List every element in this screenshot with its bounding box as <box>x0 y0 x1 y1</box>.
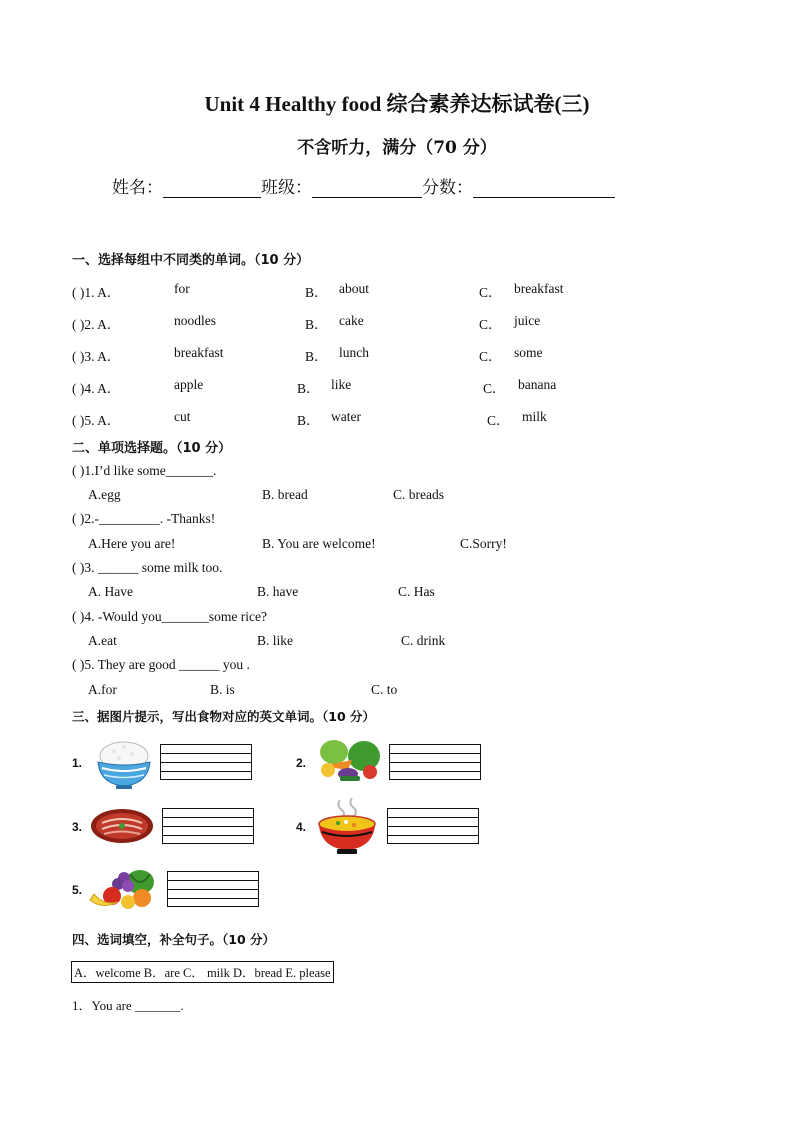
part2-option-a: A.egg <box>88 487 121 502</box>
part1-option-b: like <box>331 377 352 392</box>
part2-option-b: B. like <box>257 633 293 648</box>
part2-option-c: C. drink <box>401 633 446 648</box>
part1-option-a: cut <box>174 409 191 424</box>
part2-heading: 二、单项选择题。（10 分） <box>72 441 232 456</box>
score-label: 分数： <box>422 178 473 198</box>
part1-item-num: ( )5. A． <box>72 413 121 428</box>
part2-option-b: B. bread <box>262 487 308 502</box>
part1-option-c: juice <box>514 313 541 328</box>
part1-option-c-label: C． <box>483 381 506 396</box>
part2-option-a: A.for <box>88 682 117 697</box>
answer-lines[interactable] <box>162 808 254 844</box>
picture-number: 2. <box>296 756 307 770</box>
part1-option-a: for <box>174 281 190 296</box>
part1-option-c-label: C． <box>479 285 502 300</box>
part2-option-b: B. You are welcome! <box>262 536 376 551</box>
page-title: Unit 4 Healthy food 综合素养达标试卷(三) <box>204 92 590 116</box>
part1-option-c-label: C． <box>487 413 510 428</box>
part2-question: ( )1.I’d like some_______. <box>72 463 217 478</box>
answer-lines[interactable] <box>387 808 479 844</box>
part1-option-a: breakfast <box>174 345 224 360</box>
part1-option-b-label: B． <box>297 413 320 428</box>
picture-number: 1. <box>72 756 83 770</box>
part2-option-b: B. have <box>257 584 299 599</box>
part2-question: ( )5. They are good ______ you . <box>72 657 250 672</box>
part3-heading: 三、据图片提示，写出食物对应的英文单词。（10 分） <box>72 709 375 724</box>
name-label: 姓名： <box>112 178 163 198</box>
fruits-icon <box>88 864 160 912</box>
name-blank[interactable] <box>163 179 261 198</box>
vegetables-icon <box>312 736 384 782</box>
word-bank: A．welcome B．are C． milk D．bread E. please <box>71 961 334 983</box>
score-blank[interactable] <box>473 179 615 198</box>
part1-option-b-label: B． <box>305 349 328 364</box>
part2-option-a: A. Have <box>88 584 133 599</box>
picture-number: 3. <box>72 820 83 834</box>
part2-option-a: A.Here you are! <box>88 536 176 551</box>
part1-option-c: banana <box>518 377 557 392</box>
meat-plate-icon <box>90 807 154 845</box>
answer-lines[interactable] <box>160 744 252 780</box>
name-field[interactable] <box>112 173 615 198</box>
part1-option-c: some <box>514 345 543 360</box>
part1-item-num: ( )1. A． <box>72 285 121 300</box>
answer-lines[interactable] <box>389 744 481 780</box>
part1-option-c-label: C． <box>479 317 502 332</box>
part2-option-a: A.eat <box>88 633 117 648</box>
picture-number: 5. <box>72 883 83 897</box>
part1-heading: 一、选择每组中不同类的单词。（10 分） <box>72 253 310 268</box>
part1-option-a: apple <box>174 377 204 392</box>
answer-lines[interactable] <box>167 871 259 907</box>
part1-option-b: about <box>339 281 369 296</box>
part1-option-c: breakfast <box>514 281 564 296</box>
part2-option-b: B. is <box>210 682 235 697</box>
picture-number: 4. <box>296 820 307 834</box>
part4-heading: 四、选词填空，补全句子。（10 分） <box>72 932 275 947</box>
page-subtitle: 不含听力，满分（70 分） <box>297 138 497 158</box>
part1-option-a: noodles <box>174 313 216 328</box>
part4-question: 1．You are _______. <box>72 998 184 1013</box>
part2-option-c: C. breads <box>393 487 444 502</box>
part1-option-b: cake <box>339 313 364 328</box>
part1-option-b-label: B． <box>305 317 328 332</box>
part2-option-c: C. Has <box>398 584 435 599</box>
class-blank[interactable] <box>312 179 422 198</box>
part1-option-b-label: B． <box>297 381 320 396</box>
part1-option-b: lunch <box>339 345 369 360</box>
part1-option-b-label: B． <box>305 285 328 300</box>
class-label: 班级： <box>261 178 312 198</box>
soup-bowl-icon <box>316 796 378 856</box>
part2-question: ( )2.-_________. -Thanks! <box>72 511 216 526</box>
part2-option-c: C. to <box>371 682 398 697</box>
part1-item-num: ( )4. A． <box>72 381 121 396</box>
rice-bowl-icon <box>94 734 154 792</box>
part1-option-c-label: C． <box>479 349 502 364</box>
part1-item-num: ( )3. A． <box>72 349 121 364</box>
part2-option-c: C.Sorry! <box>460 536 507 551</box>
part1-option-b: water <box>331 409 361 424</box>
part1-option-c: milk <box>522 409 547 424</box>
part2-question: ( )4. -Would you_______some rice? <box>72 609 267 624</box>
part1-item-num: ( )2. A． <box>72 317 121 332</box>
part2-question: ( )3. ______ some milk too. <box>72 560 223 575</box>
